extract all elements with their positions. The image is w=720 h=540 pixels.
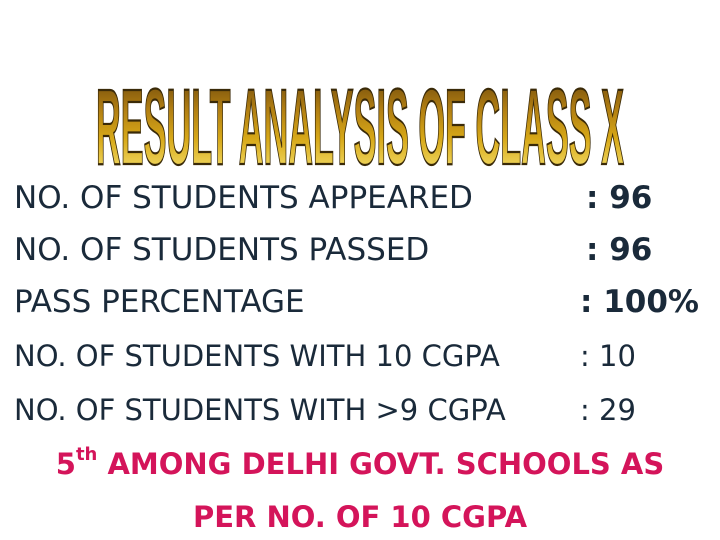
rank-line-1 bbox=[0, 444, 720, 481]
rank-text-line-2: PER NO. OF 10 CGPA bbox=[192, 500, 528, 534]
rank-line-2 bbox=[0, 500, 720, 534]
page-title: RESULT ANALYSIS OF CLASS X bbox=[96, 66, 624, 187]
stat-value: : 96 bbox=[586, 180, 653, 216]
stat-label: NO. OF STUDENTS PASSED bbox=[14, 232, 430, 268]
wordart-title bbox=[92, 52, 628, 187]
stat-label: PASS PERCENTAGE bbox=[14, 284, 305, 320]
rank-suffix: th bbox=[75, 444, 98, 465]
wordart-title-svg bbox=[92, 52, 628, 187]
stat-label: NO. OF STUDENTS WITH 10 CGPA bbox=[14, 339, 500, 373]
rank-number: 5 bbox=[55, 447, 76, 481]
stat-value: : 29 bbox=[580, 393, 636, 427]
stat-value: : 96 bbox=[586, 232, 653, 268]
stat-label: NO. OF STUDENTS APPEARED bbox=[14, 180, 473, 216]
stat-value: : 10 bbox=[580, 339, 636, 373]
rank-text: AMONG DELHI GOVT. SCHOOLS AS bbox=[97, 447, 665, 481]
stat-label: NO. OF STUDENTS WITH >9 CGPA bbox=[14, 393, 506, 427]
stat-value: : 100% bbox=[580, 284, 699, 320]
